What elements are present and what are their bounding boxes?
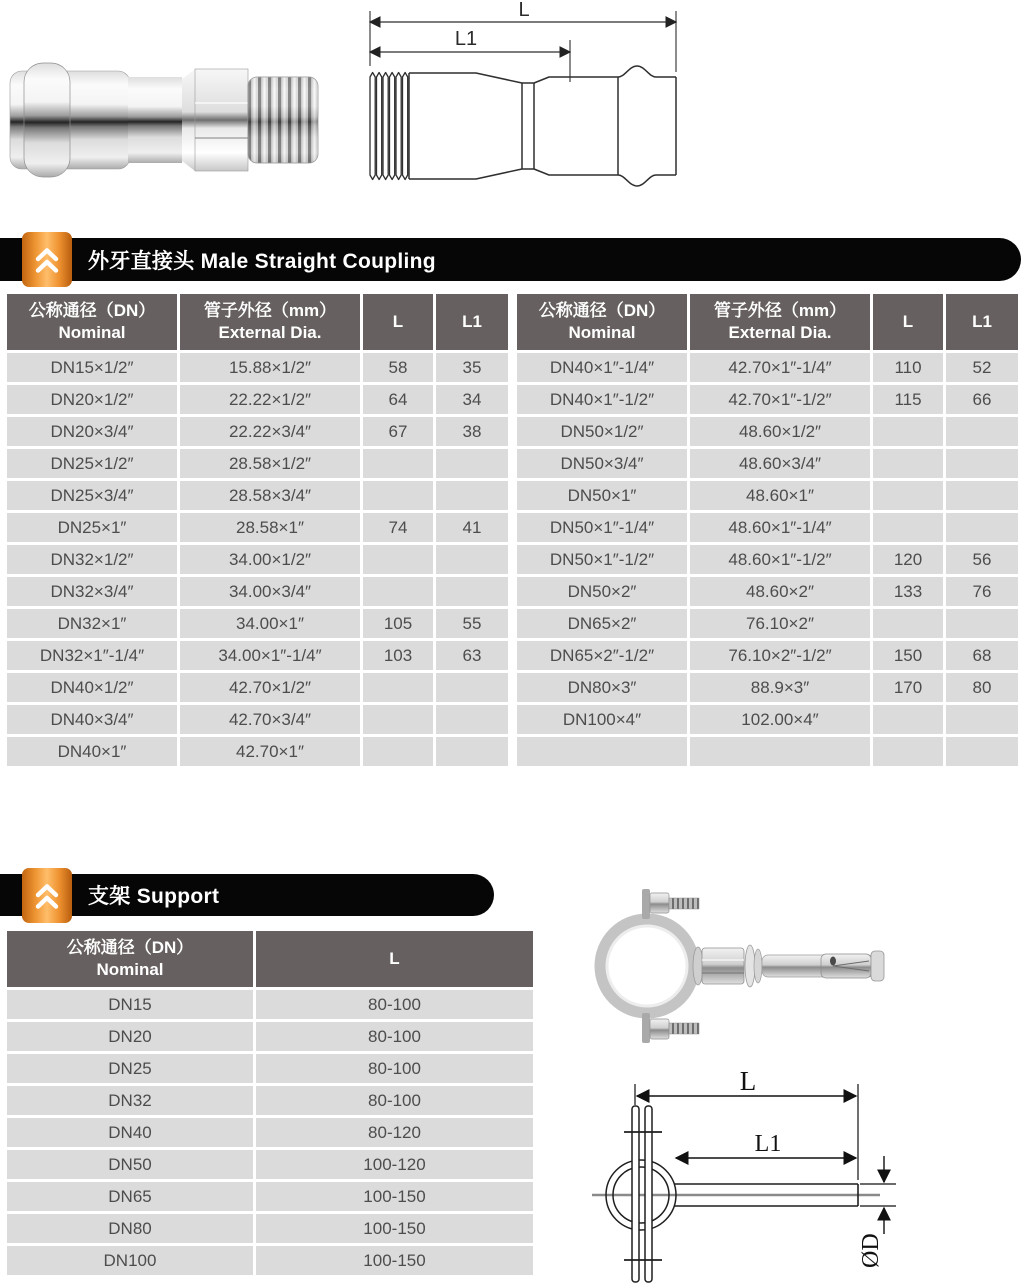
table-row: DN50 100-120 (7, 1150, 533, 1179)
table-row: DN32×1/2″ 34.00×1/2″ (7, 545, 508, 574)
hex-nut (195, 69, 248, 171)
support-section-band (0, 874, 494, 916)
table-row: DN50×2″ 48.60×2″ 133 76 (517, 577, 1018, 606)
dimension-diameter (858, 1156, 896, 1268)
table-row: DN20 80-100 (7, 1022, 533, 1051)
double-chevron-up-icon (22, 868, 72, 923)
svg-text:L: L (739, 1072, 757, 1096)
svg-text:L: L (518, 2, 530, 21)
header-row (7, 931, 533, 987)
table-row: DN32×1″-1/4″ 34.00×1″-1/4″ 103 63 (7, 641, 508, 670)
column-header-l: L (256, 931, 533, 987)
table-row: DN25×1/2″ 28.58×1/2″ (7, 449, 508, 478)
table-row: DN50×1″-1/2″ 48.60×1″-1/2″ 120 56 (517, 545, 1018, 574)
column-header-l: L (363, 294, 433, 350)
table-row: DN40×1/2″ 42.70×1/2″ (7, 673, 508, 702)
column-header-nominal: 公称通径（DN） Nominal (7, 294, 177, 350)
body-cylinder (128, 77, 182, 163)
header-row (7, 294, 508, 350)
table-row: DN25×3/4″ 28.58×3/4″ (7, 481, 508, 510)
table-row: DN25×1″ 28.58×1″ 74 41 (7, 513, 508, 542)
table-row: DN15×1/2″ 15.88×1/2″ 58 35 (7, 353, 508, 382)
table-row: DN100×4″ 102.00×4″ (517, 705, 1018, 734)
table-row: DN40×3/4″ 42.70×3/4″ (7, 705, 508, 734)
coupling-drawing-art (356, 2, 690, 194)
column-header-nominal: 公称通径（DN） Nominal (517, 294, 687, 350)
coupling-section-band (0, 238, 1021, 281)
table-row: DN32 80-100 (7, 1086, 533, 1115)
svg-text:ØD: ØD (858, 1233, 884, 1268)
column-header-nominal: 公称通径（DN） Nominal (7, 931, 253, 987)
support-clamp-photo (585, 872, 925, 1065)
connector-nut (702, 948, 744, 984)
fitting-outline (370, 66, 676, 186)
support-drawing (578, 1072, 923, 1287)
coupling-photo-art (8, 50, 333, 188)
table-row: DN20×3/4″ 22.22×3/4″ 67 38 (7, 417, 508, 446)
hex-taper (182, 69, 195, 171)
table-row (517, 737, 1018, 766)
column-header-l: L (873, 294, 943, 350)
coupling-table-left (4, 291, 511, 769)
table-row: DN25 80-100 (7, 1054, 533, 1083)
svg-text:L1: L1 (754, 1131, 782, 1157)
coupling-drawing (356, 2, 690, 199)
table-row: DN40×1″ 42.70×1″ (7, 737, 508, 766)
table-row: DN40×1″-1/2″ 42.70×1″-1/2″ 115 66 (517, 385, 1018, 414)
table-row: DN50×1″ 48.60×1″ (517, 481, 1018, 510)
support-section-title: 支架 Support (88, 885, 220, 908)
dimension-L1 (676, 1131, 856, 1158)
table-row: DN65 100-150 (7, 1182, 533, 1211)
table-row: DN50×1/2″ 48.60×1/2″ (517, 417, 1018, 446)
anchor-tip (871, 951, 884, 981)
dimension-L (370, 2, 676, 72)
support-clamp-photo-art (585, 872, 925, 1060)
table-row: DN50×1″-1/4″ 48.60×1″-1/4″ (517, 513, 1018, 542)
clamp-ring (601, 920, 693, 1012)
column-header-external-dia: 管子外径（mm） External Dia. (180, 294, 360, 350)
coupling-photo (8, 50, 333, 193)
table-row: DN65×2″-1/2″ 76.10×2″-1/2″ 150 68 (517, 641, 1018, 670)
table-row: DN32×1″ 34.00×1″ 105 55 (7, 609, 508, 638)
table-row: DN15 80-100 (7, 990, 533, 1019)
press-bead (24, 63, 70, 177)
table-row: DN100 100-150 (7, 1246, 533, 1275)
double-chevron-up-icon (22, 232, 72, 287)
column-header-l1: L1 (436, 294, 508, 350)
anchor-sleeve (821, 954, 871, 978)
dimension-L (635, 1072, 858, 1180)
table-row: DN32×3/4″ 34.00×3/4″ (7, 577, 508, 606)
column-header-l1: L1 (946, 294, 1018, 350)
table-row: DN80 100-150 (7, 1214, 533, 1243)
support-drawing-art (578, 1072, 923, 1287)
svg-text:L1: L1 (454, 28, 478, 50)
coupling-table-right (514, 291, 1021, 769)
table-row: DN80×3″ 88.9×3″ 170 80 (517, 673, 1018, 702)
table-row: DN40×1″-1/4″ 42.70×1″-1/4″ 110 52 (517, 353, 1018, 382)
table-row: DN20×1/2″ 22.22×1/2″ 64 34 (7, 385, 508, 414)
table-row: DN40 80-120 (7, 1118, 533, 1147)
table-row: DN65×2″ 76.10×2″ (517, 609, 1018, 638)
support-table (4, 928, 536, 1278)
header-row (517, 294, 1018, 350)
connector-washer (693, 947, 703, 985)
coupling-section-title: 外牙直接头 Male Straight Coupling (88, 249, 436, 273)
table-row: DN50×3/4″ 48.60×3/4″ (517, 449, 1018, 478)
column-header-external-dia: 管子外径（mm） External Dia. (690, 294, 870, 350)
